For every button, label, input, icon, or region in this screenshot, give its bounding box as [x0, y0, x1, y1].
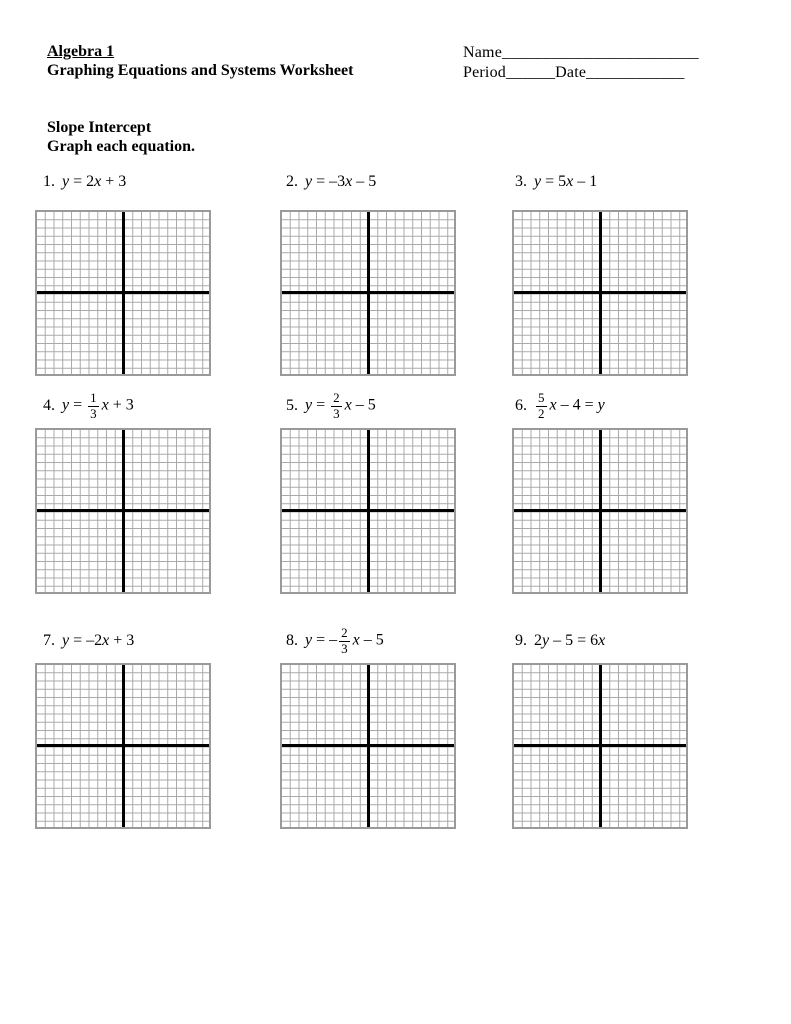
problem-2: [286, 160, 376, 204]
equation: y = $\frac{1}{3}$ x + 3: [62, 389, 134, 421]
name-blank-line: Name________________________: [463, 44, 699, 61]
x-axis: [514, 509, 686, 512]
problem-number: 7.: [43, 632, 55, 649]
equation: y = $\frac{2}{3}$ x – 5: [305, 389, 376, 421]
section-title: Slope Intercept: [47, 119, 152, 136]
problem-number: 3.: [515, 173, 527, 190]
problem-1: [43, 160, 126, 204]
problem-number: 8.: [286, 632, 298, 649]
problem-number: 9.: [515, 632, 527, 649]
graph-grid-2: [280, 210, 456, 376]
problem-9: [515, 619, 605, 663]
problem-number: 6.: [515, 397, 527, 414]
worksheet-title: Graphing Equations and Systems Worksheet: [47, 62, 354, 79]
equation: y = 2x + 3: [62, 173, 127, 190]
graph-grid-8: [280, 663, 456, 829]
x-axis: [282, 744, 454, 747]
equation: y = 5x – 1: [534, 173, 598, 190]
equation: $\frac{5}{2}$ x – 4 = y: [538, 389, 605, 421]
course-title: Algebra 1: [47, 43, 115, 60]
x-axis: [514, 744, 686, 747]
problem-5: [286, 384, 376, 428]
problem-6: [515, 384, 605, 428]
x-axis: [37, 509, 209, 512]
equation: y = – $\frac{2}{3}$ x – 5: [305, 624, 384, 656]
graph-grid-7: [35, 663, 211, 829]
problem-number: 4.: [43, 397, 55, 414]
equation: 2y – 5 = 6x: [534, 632, 606, 649]
x-axis: [37, 291, 209, 294]
graph-grid-5: [280, 428, 456, 594]
equation: y = –3x – 5: [305, 173, 377, 190]
fraction: $\frac{1}{3}$: [90, 389, 97, 421]
graph-grid-9: [512, 663, 688, 829]
graph-grid-6: [512, 428, 688, 594]
graph-grid-1: [35, 210, 211, 376]
problem-number: 5.: [286, 397, 298, 414]
graph-grid-4: [35, 428, 211, 594]
graph-grid-3: [512, 210, 688, 376]
period-date-blank-line: Period______Date____________: [463, 64, 685, 81]
fraction: $\frac{2}{3}$: [333, 389, 340, 421]
problem-number: 1.: [43, 173, 55, 190]
problem-4: [43, 384, 134, 428]
x-axis: [514, 291, 686, 294]
x-axis: [37, 744, 209, 747]
section-instruction: Graph each equation.: [47, 138, 196, 155]
problem-number: 2.: [286, 173, 298, 190]
x-axis: [282, 291, 454, 294]
equation: y = –2x + 3: [62, 632, 135, 649]
problem-3: [515, 160, 597, 204]
fraction: $\frac{5}{2}$: [538, 389, 545, 421]
x-axis: [282, 509, 454, 512]
problem-7: [43, 619, 134, 663]
fraction: $\frac{2}{3}$: [341, 624, 348, 656]
problem-8: [286, 619, 384, 663]
